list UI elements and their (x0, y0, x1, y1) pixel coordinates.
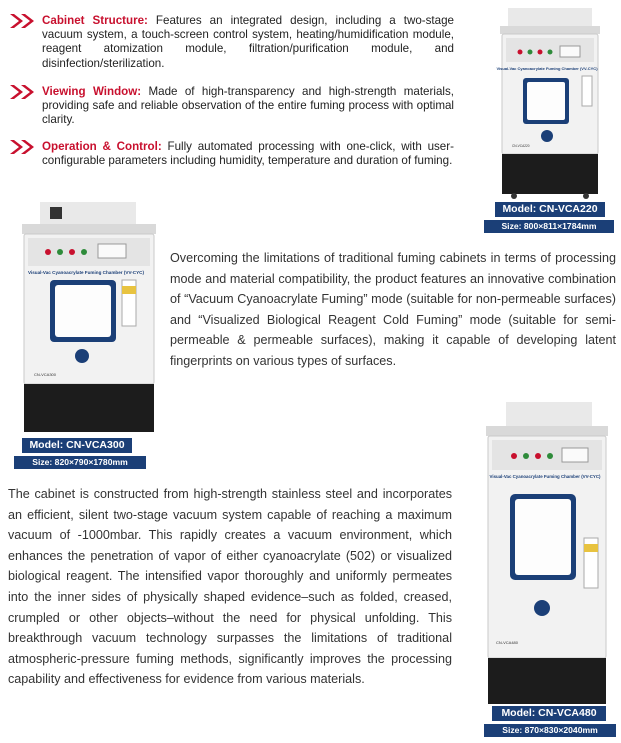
product-image-cn-vca300 (18, 200, 160, 436)
cabinet-label: CN-VCA220 (512, 144, 530, 148)
double-chevron-icon (10, 13, 36, 29)
product-image-cn-vca220 (490, 6, 610, 200)
panel-title: Visual-Vac Cyanoacrylate Fuming Chamber (VV-CYC) (489, 474, 601, 479)
model-label: Model: CN-VCA480 (492, 706, 606, 721)
product-image-cn-vca480 (482, 398, 612, 708)
feature-viewing-window (10, 85, 454, 129)
feature-text: Fully automated processing with one-click, with user-configurable parameters including humidity, temperature and duration of fuming. (42, 140, 454, 168)
feature-cabinet-structure (10, 14, 454, 70)
feature-text: Features an integrated design, including a two-stage vacuum system, a touch-screen control system, heating/humidification module, reagent atomization module, filtration/purification module, and disinfection/sterilization. (42, 14, 454, 70)
panel-title: Visual-Vac Cyanoacrylate Fuming Chamber (VV-CYC) (27, 270, 145, 275)
size-label: Size: 870×830×2040mm (484, 724, 616, 737)
size-label: Size: 820×790×1780mm (14, 456, 146, 469)
feature-text: Made of high-transparency and high-strength materials, providing safe and reliable observation of the entire fuming process with optimal clarity. (42, 85, 454, 127)
model-label: Model: CN-VCA220 (495, 202, 605, 217)
panel-title: Visual-Vac Cyanoacrylate Fuming Chamber (VV-CYC) (496, 66, 598, 71)
cabinet-label: CN-VCA480 (496, 640, 519, 645)
size-label: Size: 800×811×1784mm (484, 220, 614, 233)
double-chevron-icon (10, 84, 36, 100)
intro-paragraph: Overcoming the limitations of traditional fuming cabinets in terms of processing mode and material compatibility, the product features an innovative combination of “Vacuum Cyanoacrylate Fuming” mode (suitable for non-permeable surfaces) and “Visualized Biological Reagent Cold Fuming” mode (suitable for semi-permeable & permeable surfaces), making it capable of developing latent fingerprints on various types of surfaces. (170, 251, 616, 368)
cabinet-label: CN-VCA300 (34, 372, 57, 377)
feature-operation-control (10, 140, 454, 184)
body-paragraph: The cabinet is constructed from high-strength stainless steel and incorporates an efficient, silent two-stage vacuum system capable of reaching a maximum vacuum of -1000mbar. This rapidly creates a vacuum environment, which enhances the penetration of vapor of either cyanoacrylate (502) or visualized biological reagent. The intensified vapor thoroughly and uniformly permeates into the inner sides of physically shaped evidence–such as folded, creased, crumpled or other objects–without the need for physical unfolding. This breakthrough vacuum technology surpasses the limitations of traditional atmospheric-pressure fuming methods, significantly improves the processing capability and effectiveness for evidence from various materials. (8, 487, 452, 687)
feature-key: Operation & Control: (42, 140, 162, 153)
model-label: Model: CN-VCA300 (22, 438, 132, 453)
feature-key: Viewing Window: (42, 85, 142, 98)
feature-key: Cabinet Structure: (42, 14, 148, 27)
double-chevron-icon (10, 139, 36, 155)
